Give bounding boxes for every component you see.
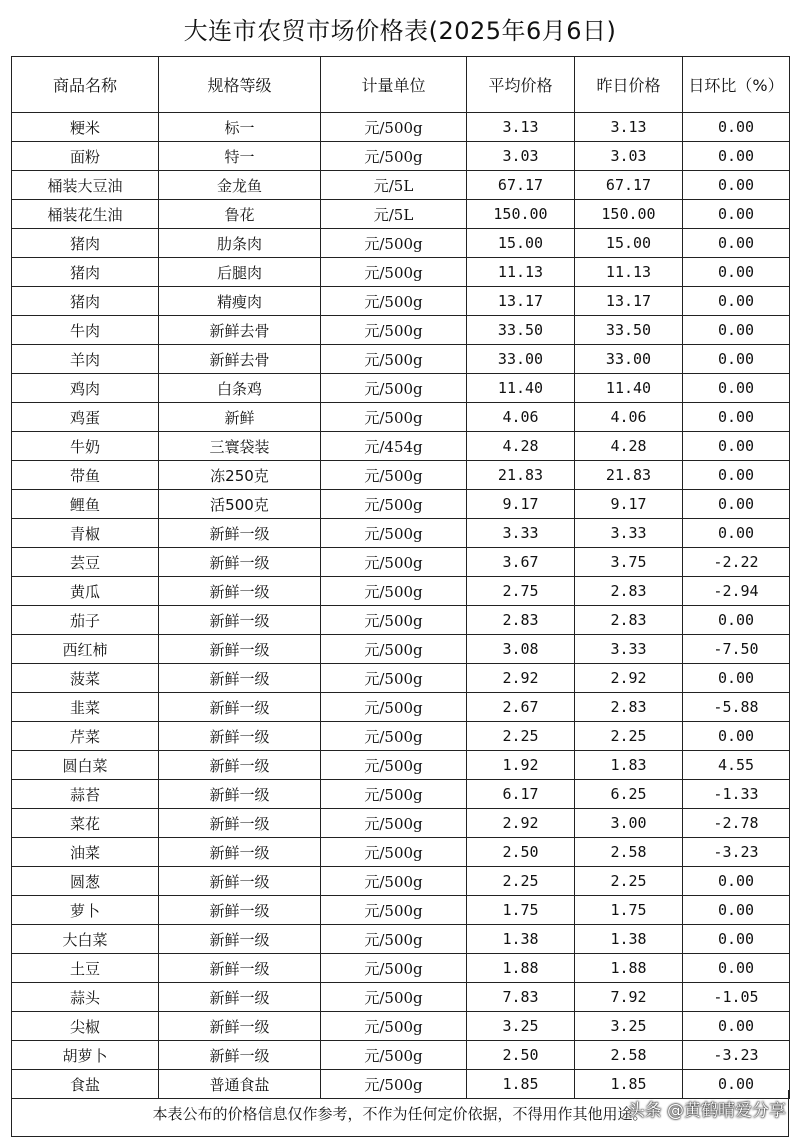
- table-row: [12, 1041, 790, 1070]
- cell-product-name: 猪肉: [12, 287, 159, 316]
- table-row: [12, 142, 790, 171]
- cell-unit: 元/500g: [321, 896, 467, 925]
- cell-product-name: 韭菜: [12, 693, 159, 722]
- cell-yesterday-price: 21.83: [575, 461, 683, 490]
- table-row: [12, 983, 790, 1012]
- cell-product-name: 芹菜: [12, 722, 159, 751]
- cell-spec-grade: 新鲜一级: [159, 635, 321, 664]
- cell-product-name: 桶装大豆油: [12, 171, 159, 200]
- cell-unit: 元/500g: [321, 142, 467, 171]
- cell-spec-grade: 新鲜一级: [159, 925, 321, 954]
- cell-average-price: 3.33: [467, 519, 575, 548]
- cell-day-change: 0.00: [683, 374, 790, 403]
- cell-unit: 元/500g: [321, 983, 467, 1012]
- table-row: [12, 548, 790, 577]
- cell-spec-grade: 三寰袋装: [159, 432, 321, 461]
- cell-average-price: 67.17: [467, 171, 575, 200]
- cell-day-change: 0.00: [683, 606, 790, 635]
- cell-yesterday-price: 150.00: [575, 200, 683, 229]
- cell-spec-grade: 新鲜一级: [159, 780, 321, 809]
- disclaimer-footer: 本表公布的价格信息仅作参考，不作为任何定价依据，不得用作其他用途。: [11, 1090, 789, 1137]
- cell-average-price: 2.75: [467, 577, 575, 606]
- table-row: [12, 287, 790, 316]
- cell-day-change: 0.00: [683, 1012, 790, 1041]
- cell-unit: 元/500g: [321, 374, 467, 403]
- cell-spec-grade: 肋条肉: [159, 229, 321, 258]
- cell-product-name: 面粉: [12, 142, 159, 171]
- cell-average-price: 1.38: [467, 925, 575, 954]
- cell-average-price: 33.00: [467, 345, 575, 374]
- cell-day-change: -2.78: [683, 809, 790, 838]
- cell-average-price: 2.50: [467, 838, 575, 867]
- cell-unit: 元/500g: [321, 577, 467, 606]
- cell-spec-grade: 新鲜一级: [159, 1012, 321, 1041]
- cell-spec-grade: 新鲜一级: [159, 954, 321, 983]
- cell-yesterday-price: 3.03: [575, 142, 683, 171]
- cell-unit: 元/500g: [321, 664, 467, 693]
- cell-product-name: 羊肉: [12, 345, 159, 374]
- cell-product-name: 猪肉: [12, 258, 159, 287]
- cell-yesterday-price: 2.25: [575, 722, 683, 751]
- cell-average-price: 2.25: [467, 867, 575, 896]
- table-row: [12, 780, 790, 809]
- cell-yesterday-price: 1.38: [575, 925, 683, 954]
- cell-average-price: 150.00: [467, 200, 575, 229]
- table-row: [12, 113, 790, 142]
- cell-unit: 元/500g: [321, 548, 467, 577]
- cell-average-price: 2.67: [467, 693, 575, 722]
- cell-day-change: -3.23: [683, 838, 790, 867]
- cell-day-change: 4.55: [683, 751, 790, 780]
- table-row: [12, 200, 790, 229]
- table-row: [12, 316, 790, 345]
- cell-average-price: 2.83: [467, 606, 575, 635]
- table-row: [12, 635, 790, 664]
- cell-unit: 元/500g: [321, 780, 467, 809]
- watermark: 头条 @黄鹤晴爱分享: [627, 1101, 786, 1121]
- cell-yesterday-price: 11.40: [575, 374, 683, 403]
- cell-spec-grade: 新鲜一级: [159, 809, 321, 838]
- cell-unit: 元/500g: [321, 635, 467, 664]
- cell-yesterday-price: 2.83: [575, 606, 683, 635]
- cell-day-change: -7.50: [683, 635, 790, 664]
- cell-yesterday-price: 3.33: [575, 519, 683, 548]
- table-row: [12, 664, 790, 693]
- cell-day-change: 0.00: [683, 229, 790, 258]
- cell-spec-grade: 新鲜一级: [159, 838, 321, 867]
- cell-product-name: 圆葱: [12, 867, 159, 896]
- cell-day-change: 0.00: [683, 142, 790, 171]
- cell-day-change: 0.00: [683, 432, 790, 461]
- cell-spec-grade: 新鲜一级: [159, 664, 321, 693]
- table-row: [12, 374, 790, 403]
- cell-day-change: 0.00: [683, 461, 790, 490]
- table-row: [12, 461, 790, 490]
- cell-day-change: 0.00: [683, 867, 790, 896]
- page-title: 大连市农贸市场价格表(2025年6月6日): [183, 16, 617, 45]
- cell-day-change: 0.00: [683, 345, 790, 374]
- cell-product-name: 牛奶: [12, 432, 159, 461]
- cell-day-change: -5.88: [683, 693, 790, 722]
- cell-unit: 元/500g: [321, 867, 467, 896]
- cell-spec-grade: 新鲜一级: [159, 519, 321, 548]
- cell-spec-grade: 普通食盐: [159, 1070, 321, 1099]
- cell-yesterday-price: 6.25: [575, 780, 683, 809]
- cell-average-price: 4.28: [467, 432, 575, 461]
- cell-unit: 元/500g: [321, 229, 467, 258]
- cell-unit: 元/500g: [321, 519, 467, 548]
- cell-average-price: 3.03: [467, 142, 575, 171]
- cell-spec-grade: 精瘦肉: [159, 287, 321, 316]
- cell-product-name: 食盐: [12, 1070, 159, 1099]
- cell-average-price: 11.13: [467, 258, 575, 287]
- cell-spec-grade: 鲁花: [159, 200, 321, 229]
- cell-average-price: 15.00: [467, 229, 575, 258]
- cell-day-change: -2.94: [683, 577, 790, 606]
- cell-yesterday-price: 13.17: [575, 287, 683, 316]
- cell-spec-grade: 新鲜一级: [159, 548, 321, 577]
- cell-spec-grade: 新鲜一级: [159, 751, 321, 780]
- cell-spec-grade: 新鲜去骨: [159, 345, 321, 374]
- cell-product-name: 黄瓜: [12, 577, 159, 606]
- cell-average-price: 1.75: [467, 896, 575, 925]
- cell-yesterday-price: 3.25: [575, 1012, 683, 1041]
- cell-yesterday-price: 4.28: [575, 432, 683, 461]
- cell-unit: 元/500g: [321, 751, 467, 780]
- table-row: [12, 606, 790, 635]
- table-row: [12, 345, 790, 374]
- cell-day-change: 0.00: [683, 287, 790, 316]
- cell-day-change: 0.00: [683, 664, 790, 693]
- cell-product-name: 尖椒: [12, 1012, 159, 1041]
- cell-day-change: 0.00: [683, 171, 790, 200]
- cell-product-name: 蒜头: [12, 983, 159, 1012]
- cell-spec-grade: 新鲜一级: [159, 983, 321, 1012]
- cell-unit: 元/5L: [321, 200, 467, 229]
- cell-product-name: 萝卜: [12, 896, 159, 925]
- cell-product-name: 大白菜: [12, 925, 159, 954]
- price-table: [11, 56, 790, 1099]
- cell-unit: 元/454g: [321, 432, 467, 461]
- cell-average-price: 11.40: [467, 374, 575, 403]
- cell-average-price: 4.06: [467, 403, 575, 432]
- cell-product-name: 鲤鱼: [12, 490, 159, 519]
- table-row: [12, 519, 790, 548]
- cell-spec-grade: 冻250克: [159, 461, 321, 490]
- cell-product-name: 粳米: [12, 113, 159, 142]
- table-row: [12, 751, 790, 780]
- cell-spec-grade: 金龙鱼: [159, 171, 321, 200]
- cell-day-change: 0.00: [683, 954, 790, 983]
- cell-spec-grade: 新鲜一级: [159, 722, 321, 751]
- cell-day-change: 0.00: [683, 722, 790, 751]
- cell-average-price: 3.08: [467, 635, 575, 664]
- cell-yesterday-price: 7.92: [575, 983, 683, 1012]
- cell-day-change: 0.00: [683, 925, 790, 954]
- cell-day-change: 0.00: [683, 258, 790, 287]
- table-row: [12, 490, 790, 519]
- cell-unit: 元/500g: [321, 722, 467, 751]
- cell-average-price: 21.83: [467, 461, 575, 490]
- cell-product-name: 土豆: [12, 954, 159, 983]
- cell-product-name: 菜花: [12, 809, 159, 838]
- cell-spec-grade: 标一: [159, 113, 321, 142]
- header-yesterday-price: 昨日价格: [575, 57, 683, 113]
- cell-yesterday-price: 1.85: [575, 1070, 683, 1099]
- cell-product-name: 油菜: [12, 838, 159, 867]
- cell-unit: 元/500g: [321, 345, 467, 374]
- cell-unit: 元/500g: [321, 838, 467, 867]
- cell-spec-grade: 特一: [159, 142, 321, 171]
- table-row: [12, 722, 790, 751]
- cell-product-name: 青椒: [12, 519, 159, 548]
- cell-spec-grade: 新鲜一级: [159, 1041, 321, 1070]
- cell-yesterday-price: 3.00: [575, 809, 683, 838]
- cell-yesterday-price: 11.13: [575, 258, 683, 287]
- table-row: [12, 693, 790, 722]
- cell-unit: 元/500g: [321, 809, 467, 838]
- cell-average-price: 13.17: [467, 287, 575, 316]
- table-row: [12, 925, 790, 954]
- cell-average-price: 9.17: [467, 490, 575, 519]
- table-body: [12, 113, 790, 1099]
- cell-product-name: 桶装花生油: [12, 200, 159, 229]
- table-row: [12, 867, 790, 896]
- cell-yesterday-price: 1.88: [575, 954, 683, 983]
- cell-spec-grade: 新鲜一级: [159, 693, 321, 722]
- cell-product-name: 芸豆: [12, 548, 159, 577]
- cell-product-name: 西红柿: [12, 635, 159, 664]
- cell-yesterday-price: 33.50: [575, 316, 683, 345]
- cell-yesterday-price: 2.58: [575, 1041, 683, 1070]
- cell-unit: 元/500g: [321, 1012, 467, 1041]
- cell-unit: 元/500g: [321, 258, 467, 287]
- cell-unit: 元/500g: [321, 287, 467, 316]
- table-row: [12, 838, 790, 867]
- cell-unit: 元/500g: [321, 461, 467, 490]
- cell-unit: 元/500g: [321, 606, 467, 635]
- cell-yesterday-price: 2.83: [575, 693, 683, 722]
- cell-day-change: 0.00: [683, 896, 790, 925]
- cell-product-name: 鸡肉: [12, 374, 159, 403]
- cell-yesterday-price: 3.13: [575, 113, 683, 142]
- cell-spec-grade: 新鲜一级: [159, 606, 321, 635]
- cell-spec-grade: 新鲜一级: [159, 577, 321, 606]
- cell-spec-grade: 后腿肉: [159, 258, 321, 287]
- table-row: [12, 403, 790, 432]
- table-row: [12, 809, 790, 838]
- cell-product-name: 菠菜: [12, 664, 159, 693]
- table-header-row: [12, 57, 790, 113]
- cell-day-change: 0.00: [683, 316, 790, 345]
- cell-yesterday-price: 1.83: [575, 751, 683, 780]
- header-average-price: 平均价格: [467, 57, 575, 113]
- cell-day-change: 0.00: [683, 403, 790, 432]
- cell-yesterday-price: 67.17: [575, 171, 683, 200]
- cell-day-change: 0.00: [683, 113, 790, 142]
- table-row: [12, 229, 790, 258]
- cell-unit: 元/500g: [321, 925, 467, 954]
- cell-average-price: 1.92: [467, 751, 575, 780]
- header-spec-grade: 规格等级: [159, 57, 321, 113]
- table-row: [12, 171, 790, 200]
- cell-unit: 元/500g: [321, 693, 467, 722]
- cell-product-name: 蒜苔: [12, 780, 159, 809]
- cell-product-name: 带鱼: [12, 461, 159, 490]
- cell-spec-grade: 新鲜一级: [159, 896, 321, 925]
- cell-spec-grade: 白条鸡: [159, 374, 321, 403]
- cell-yesterday-price: 15.00: [575, 229, 683, 258]
- cell-yesterday-price: 2.83: [575, 577, 683, 606]
- table-row: [12, 577, 790, 606]
- cell-average-price: 3.67: [467, 548, 575, 577]
- cell-product-name: 牛肉: [12, 316, 159, 345]
- table-row: [12, 1012, 790, 1041]
- cell-yesterday-price: 3.33: [575, 635, 683, 664]
- cell-unit: 元/500g: [321, 954, 467, 983]
- cell-spec-grade: 活500克: [159, 490, 321, 519]
- cell-yesterday-price: 9.17: [575, 490, 683, 519]
- cell-day-change: -1.33: [683, 780, 790, 809]
- cell-spec-grade: 新鲜一级: [159, 867, 321, 896]
- cell-yesterday-price: 3.75: [575, 548, 683, 577]
- header-day-change: 日环比（%）: [683, 57, 790, 113]
- cell-average-price: 1.88: [467, 954, 575, 983]
- cell-day-change: 0.00: [683, 490, 790, 519]
- cell-unit: 元/500g: [321, 490, 467, 519]
- cell-product-name: 圆白菜: [12, 751, 159, 780]
- table-row: [12, 896, 790, 925]
- cell-average-price: 7.83: [467, 983, 575, 1012]
- cell-product-name: 猪肉: [12, 229, 159, 258]
- cell-average-price: 2.92: [467, 809, 575, 838]
- table-row: [12, 432, 790, 461]
- cell-yesterday-price: 2.92: [575, 664, 683, 693]
- cell-day-change: -3.23: [683, 1041, 790, 1070]
- cell-average-price: 3.13: [467, 113, 575, 142]
- cell-unit: 元/5L: [321, 171, 467, 200]
- cell-day-change: 0.00: [683, 1070, 790, 1099]
- header-unit: 计量单位: [321, 57, 467, 113]
- cell-average-price: 2.50: [467, 1041, 575, 1070]
- cell-day-change: 0.00: [683, 519, 790, 548]
- header-product-name: 商品名称: [12, 57, 159, 113]
- cell-yesterday-price: 4.06: [575, 403, 683, 432]
- cell-yesterday-price: 1.75: [575, 896, 683, 925]
- cell-product-name: 鸡蛋: [12, 403, 159, 432]
- cell-yesterday-price: 2.25: [575, 867, 683, 896]
- cell-average-price: 2.92: [467, 664, 575, 693]
- cell-unit: 元/500g: [321, 403, 467, 432]
- cell-product-name: 茄子: [12, 606, 159, 635]
- cell-day-change: -2.22: [683, 548, 790, 577]
- cell-average-price: 33.50: [467, 316, 575, 345]
- cell-unit: 元/500g: [321, 113, 467, 142]
- cell-day-change: -1.05: [683, 983, 790, 1012]
- cell-average-price: 3.25: [467, 1012, 575, 1041]
- cell-average-price: 1.85: [467, 1070, 575, 1099]
- cell-average-price: 2.25: [467, 722, 575, 751]
- table-row: [12, 258, 790, 287]
- cell-day-change: 0.00: [683, 200, 790, 229]
- cell-spec-grade: 新鲜: [159, 403, 321, 432]
- cell-average-price: 6.17: [467, 780, 575, 809]
- cell-yesterday-price: 33.00: [575, 345, 683, 374]
- table-row: [12, 954, 790, 983]
- cell-yesterday-price: 2.58: [575, 838, 683, 867]
- cell-unit: 元/500g: [321, 1070, 467, 1099]
- cell-unit: 元/500g: [321, 316, 467, 345]
- cell-spec-grade: 新鲜去骨: [159, 316, 321, 345]
- cell-unit: 元/500g: [321, 1041, 467, 1070]
- cell-product-name: 胡萝卜: [12, 1041, 159, 1070]
